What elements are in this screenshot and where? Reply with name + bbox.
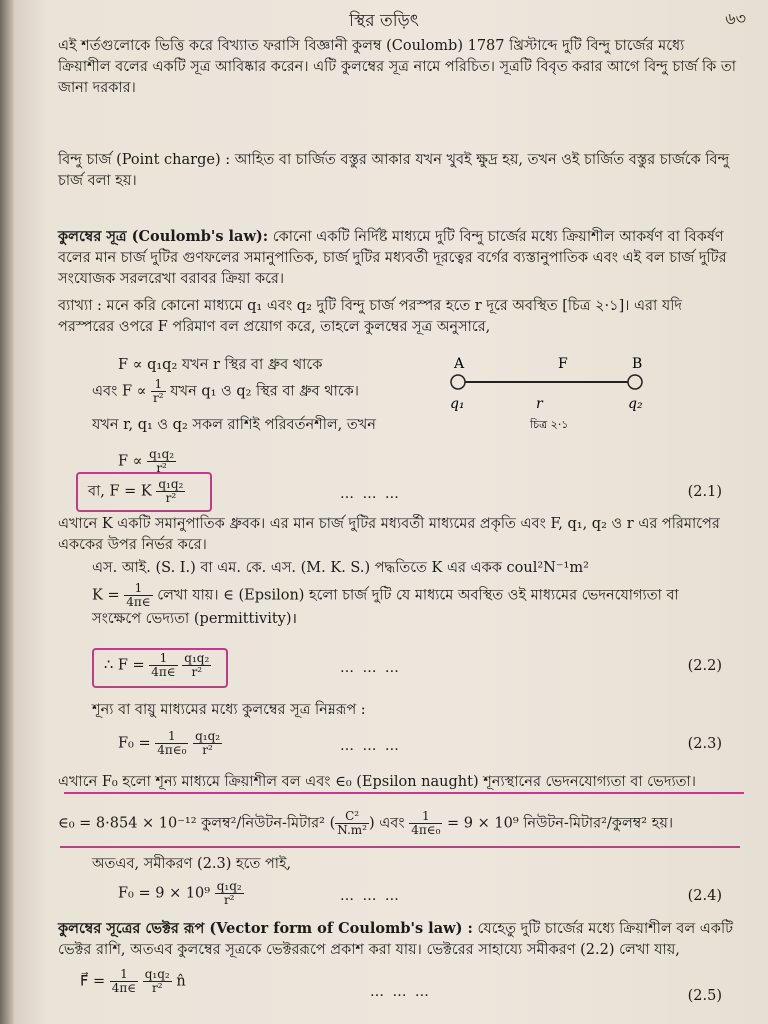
therefore-text: অতএব, সমীকরণ (2.3) হতে পাই, (92, 856, 292, 872)
k-equation-tail: লেখা যায়। ∈ (Epsilon) হলো চার্জ দুটি যে মাধ্যমে অবস্থিত ওই মাধ্যমের ভেদনযোগ্যতা বা সংক্ষেপে ভেদ্যতা (permittivity)। (92, 587, 679, 627)
equation-2-1: বা, F = K $\frac{\text{q₁q₂}}{\text{r²}}$ (88, 477, 184, 505)
equation-number-2-4: (2.4) (687, 888, 722, 904)
vacuum-law-text: শূন্য বা বায়ু মাধ্যমের মধ্যে কুলম্বের সূত্র নিম্নরূপ : (92, 702, 366, 718)
coulomb-law-title: কুলম্বের সূত্র (Coulomb's law): (58, 228, 269, 245)
explanation-text: ব্যাখ্যা : মনে করি কোনো মাধ্যমে q₁ এবং q₂ দুটি বিন্দু চার্জ পরস্পর হতে r দূরে অবস্থিত [চিত্র ২·১]। এরা যদি পরস্পরের ওপরে F পরিমাণ বল প্রয়োগ করে, তাহলে কুলম্বের সূত্র অনুসারে, (58, 298, 682, 335)
figure-label-a: A (454, 356, 465, 372)
eps0-value-text: ∈₀ = 8·854 × 10⁻¹² কুলম্ব²/নিউটন-মিটার² (58, 815, 325, 832)
vector-form-text: যেহেতু দুটি চার্জের মধ্যে ক্রিয়াশীল বল একটি ভেক্টর রাশি, অতএব কুলম্বের সূত্রকে ভেক্টররূপে প্রকাশ করা যায়। ভেক্টরের সাহায্যে সমীকরণ (2.2) লেখা যায়, (58, 921, 733, 958)
proportion-line-2-tail: যখন q₁ ও q₂ স্থির বা ধ্রুব থাকে। (170, 383, 359, 400)
figure-caption: চিত্র ২·১ (530, 418, 569, 431)
proportion-line-3: যখন r, q₁ ও q₂ সকল রাশিই পরিবর্তনশীল, তখন (92, 417, 376, 433)
figure-2-1 (440, 352, 680, 432)
si-unit-text: এস. আই. (S. I.) বা এম. কে. এস. (M. K. S.) পদ্ধতিতে K এর একক coul²N⁻¹m² (92, 560, 589, 576)
coulomb-law-statement (58, 226, 738, 290)
equation-number-2-2: (2.2) (687, 658, 722, 674)
intro-paragraph: এই শর্তগুলোকে ভিত্তি করে বিখ্যাত ফরাসি বিজ্ঞানী কুলম্ব (Coulomb) 1787 খ্রিস্টাব্দে দুটি বিন্দু চার্জের মধ্যে ক্রিয়াশীল বলের একটি সূত্র আবিষ্কার করেন। এটি কুলম্বের সূত্র নামে পরিচিত। সূত্রটি বিবৃত করার আগে বিন্দু চার্জ কি তা জানা দরকার। (58, 38, 737, 96)
leader-dots: … … … (340, 888, 401, 904)
equation-number-2-1: (2.1) (687, 484, 722, 500)
leader-dots: … … … (370, 984, 431, 1000)
leader-dots: … … … (340, 486, 401, 502)
page-header-title: স্থির তড়িৎ (349, 11, 419, 31)
proportion-line-2-lead: এবং F ∝ (92, 383, 147, 400)
f0-definition-text: এখানে F₀ হলো শূন্য মাধ্যমে ক্রিয়াশীল বল এবং ∈₀ (Epsilon naught) শূন্যস্থানের ভেদনযোগ্যতা বা ভেদ্যতা। (58, 774, 696, 790)
k-equation-line: K = $\frac{1}{4\pi\in}$ লেখা যায়। ∈ (Epsilon) হলো চার্জ দুটি যে মাধ্যমে অবস্থিত ওই মাধ্যমের ভেদনযোগ্যতা বা সংক্ষেপে ভেদ্যতা (permittivity)। (92, 581, 679, 627)
pink-underline (64, 792, 744, 794)
eps0-reciprocal-text: = 9 × 10⁹ নিউটন-মিটার²/কুলম্ব² হয়। (447, 815, 674, 832)
charge-q1-point (451, 375, 465, 389)
one-over-r-squared: $\frac{1}{\text{r²}}$ (153, 377, 164, 405)
vector-form-paragraph (58, 918, 748, 961)
vector-form-title: কুলম্বের সূত্রের ভেক্টর রূপ (Vector form of Coulomb's law) : (58, 920, 473, 937)
equation-number-2-5: (2.5) (687, 988, 722, 1004)
proportion-line-1: F ∝ q₁q₂ যখন r স্থির বা ধ্রুব থাকে (118, 357, 323, 373)
figure-label-q1: q₁ (450, 396, 465, 412)
figure-label-r: r (536, 396, 543, 412)
figure-label-q2: q₂ (628, 396, 643, 412)
figure-label-f: F (558, 356, 568, 372)
equation-2-3: F₀ = $\frac{1}{\text{4π∈₀}}$ $\frac{\text{q₁q₂}}{\text{r²}}$ (118, 729, 221, 757)
pink-underline (60, 846, 740, 848)
proportion-line-2 (92, 378, 359, 405)
k-constant-text: এখানে K একটি সমানুপাতিক ধ্রুবক। এর মান চার্জ দুটির মধ্যবর্তী মাধ্যমের প্রকৃতি এবং F, q₁, q₂ ও r এর পরিমাপের এককের উপর নির্ভর করে। (58, 516, 720, 553)
coulomb-law-text: কোনো একটি নির্দিষ্ট মাধ্যমে দুটি বিন্দু চার্জের মধ্যে ক্রিয়াশীল আকর্ষণ বা বিকর্ষণ বলের মান চার্জ দুটির গুণফলের সমানুপাতিক, চার্জ দুটির মধ্যবর্তী দূরত্বের বর্গের ব্যস্তানুপাতিক এবং এই বল চার্জ দুটির সংযোজক সরলরেখা বরাবর ক্রিয়া করে। (58, 229, 727, 287)
epsilon-naught-value: ∈₀ = 8·854 × 10⁻¹² কুলম্ব²/নিউটন-মিটার² ( $\frac{\text{C²}}{\text{N.m²}}$ ) এবং $\frac{1}{\text{4π∈₀}}$ = 9 × 10⁹ নিউটন-মিটার²/কুলম্ব² হয়। (58, 809, 674, 837)
point-charge-definition: বিন্দু চার্জ (Point charge) : আহিত বা চার্জিত বস্তুর আকার যখন খুবই ক্ষুদ্র হয়, তখন ওই চার্জিত বস্তুর চার্জকে বিন্দু চার্জ বলা হয়। (58, 152, 730, 189)
equation-2-4: F₀ = 9 × 10⁹ $\frac{\text{q₁q₂}}{\text{r²}}$ (118, 879, 242, 907)
figure-label-b: B (632, 356, 643, 372)
page-number: ৬৩ (725, 9, 746, 28)
page-spine (0, 0, 14, 1024)
leader-dots: … … … (340, 660, 401, 676)
leader-dots: … … … (340, 738, 401, 754)
proportion-combined: F ∝ $\frac{\text{q₁q₂}}{\text{r²}}$ (118, 447, 175, 475)
equation-2-2: ∴ F = $\frac{1}{4\pi\in}$ $\frac{\text{q₁q₂}}{\text{r²}}$ (104, 651, 210, 679)
equation-number-2-3: (2.3) (687, 736, 722, 752)
charge-q2-point (628, 375, 642, 389)
equation-2-5: F⃗ = $\frac{1}{4\pi\in}$ $\frac{\text{q₁q₂}}{\text{r²}}$ n̂ (80, 967, 186, 995)
